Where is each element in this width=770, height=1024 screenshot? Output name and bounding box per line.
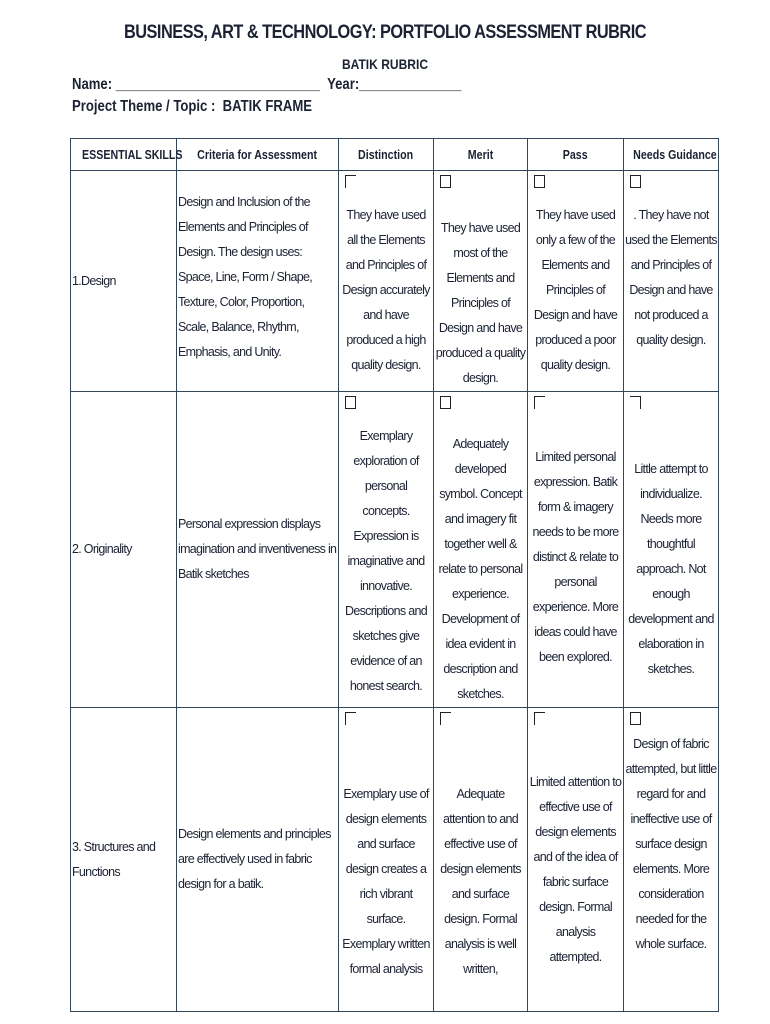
checkbox[interactable] <box>345 175 356 188</box>
table-row-design <box>71 171 719 392</box>
checkbox[interactable] <box>534 175 545 188</box>
document-title: BUSINESS, ART & TECHNOLOGY: PORTFOLIO ASSESSMENT RUBRIC <box>123 22 647 43</box>
distinction-cell: Exemplary exploration of personal concepts. Expression is imaginative and innovative. Descriptions and sketches give evidence of an honest search. <box>339 392 434 708</box>
skill-cell: 3. Structures and Functions <box>71 708 177 1012</box>
pass-cell: They have used only a few of the Elements and Principles of Design and have produced a poor quality design. <box>528 171 624 392</box>
pass-cell: Limited personal expression. Batik form & imagery needs to be more distinct & relate to personal experience. More ideas could have been explored. <box>528 392 624 708</box>
checkbox[interactable] <box>534 712 545 725</box>
column-header-criteria: Criteria for Assessment <box>177 139 339 171</box>
merit-cell: Adequately developed symbol. Concept and imagery fit together well & relate to personal experience. Development of idea evident in description and sketches. <box>434 392 528 708</box>
needs-guidance-cell: Little attempt to individualize. Needs more thoughtful approach. Not enough development and elaboration in sketches. <box>624 392 719 708</box>
pass-cell: Limited attention to effective use of design elements and of the idea of fabric surface design. Formal analysis attempted. <box>528 708 624 1012</box>
column-header-essential-skills: ESSENTIAL SKILLS <box>71 139 177 171</box>
checkbox[interactable] <box>534 396 545 409</box>
skill-cell: 1.Design <box>71 171 177 392</box>
table-header-row <box>71 139 719 171</box>
checkbox[interactable] <box>440 396 451 409</box>
checkbox[interactable] <box>630 175 641 188</box>
checkbox[interactable] <box>440 712 451 725</box>
checkbox[interactable] <box>345 396 356 409</box>
checkbox[interactable] <box>630 712 641 725</box>
checkbox[interactable] <box>630 396 641 409</box>
column-header-needs-guidance: Needs Guidance <box>624 139 719 171</box>
criteria-cell: Design and Inclusion of the Elements and Principles of Design. The design uses: Space, Line, Form / Shape, Texture, Color, Proportion, Scale, Balance, Rhythm, Emphasis, and Unity. <box>177 171 339 392</box>
project-theme-line: Project Theme / Topic : BATIK FRAME <box>72 98 313 115</box>
needs-guidance-cell: Design of fabric attempted, but little regard for and ineffective use of surface design elements. More consideration needed for the whole surface. <box>624 708 719 1012</box>
distinction-cell: Exemplary use of design elements and surface design creates a rich vibrant surface. Exemplary written formal analysis <box>339 708 434 1012</box>
skill-cell: 2. Originality <box>71 392 177 708</box>
rubric-table <box>70 138 719 1012</box>
name-year-line: Name: ____________________________ Year:______________ <box>72 76 462 93</box>
column-header-pass: Pass <box>528 139 624 171</box>
merit-cell: They have used most of the Elements and Principles of Design and have produced a quality design. <box>434 171 528 392</box>
column-header-merit: Merit <box>434 139 528 171</box>
table-row-originality <box>71 392 719 708</box>
document-subtitle: BATIK RUBRIC <box>341 56 429 72</box>
table-row-structures-functions <box>71 708 719 1012</box>
checkbox[interactable] <box>440 175 451 188</box>
checkbox[interactable] <box>345 712 356 725</box>
criteria-cell: Personal expression displays imagination and inventiveness in Batik sketches <box>177 392 339 708</box>
needs-guidance-cell: . They have not used the Elements and Principles of Design and have not produced a quality design. <box>624 171 719 392</box>
criteria-cell: Design elements and principles are effectively used in fabric design for a batik. <box>177 708 339 1012</box>
column-header-distinction: Distinction <box>339 139 434 171</box>
merit-cell: Adequate attention to and effective use of design elements and surface design. Formal analysis is well written, <box>434 708 528 1012</box>
distinction-cell: They have used all the Elements and Principles of Design accurately and have produced a high quality design. <box>339 171 434 392</box>
